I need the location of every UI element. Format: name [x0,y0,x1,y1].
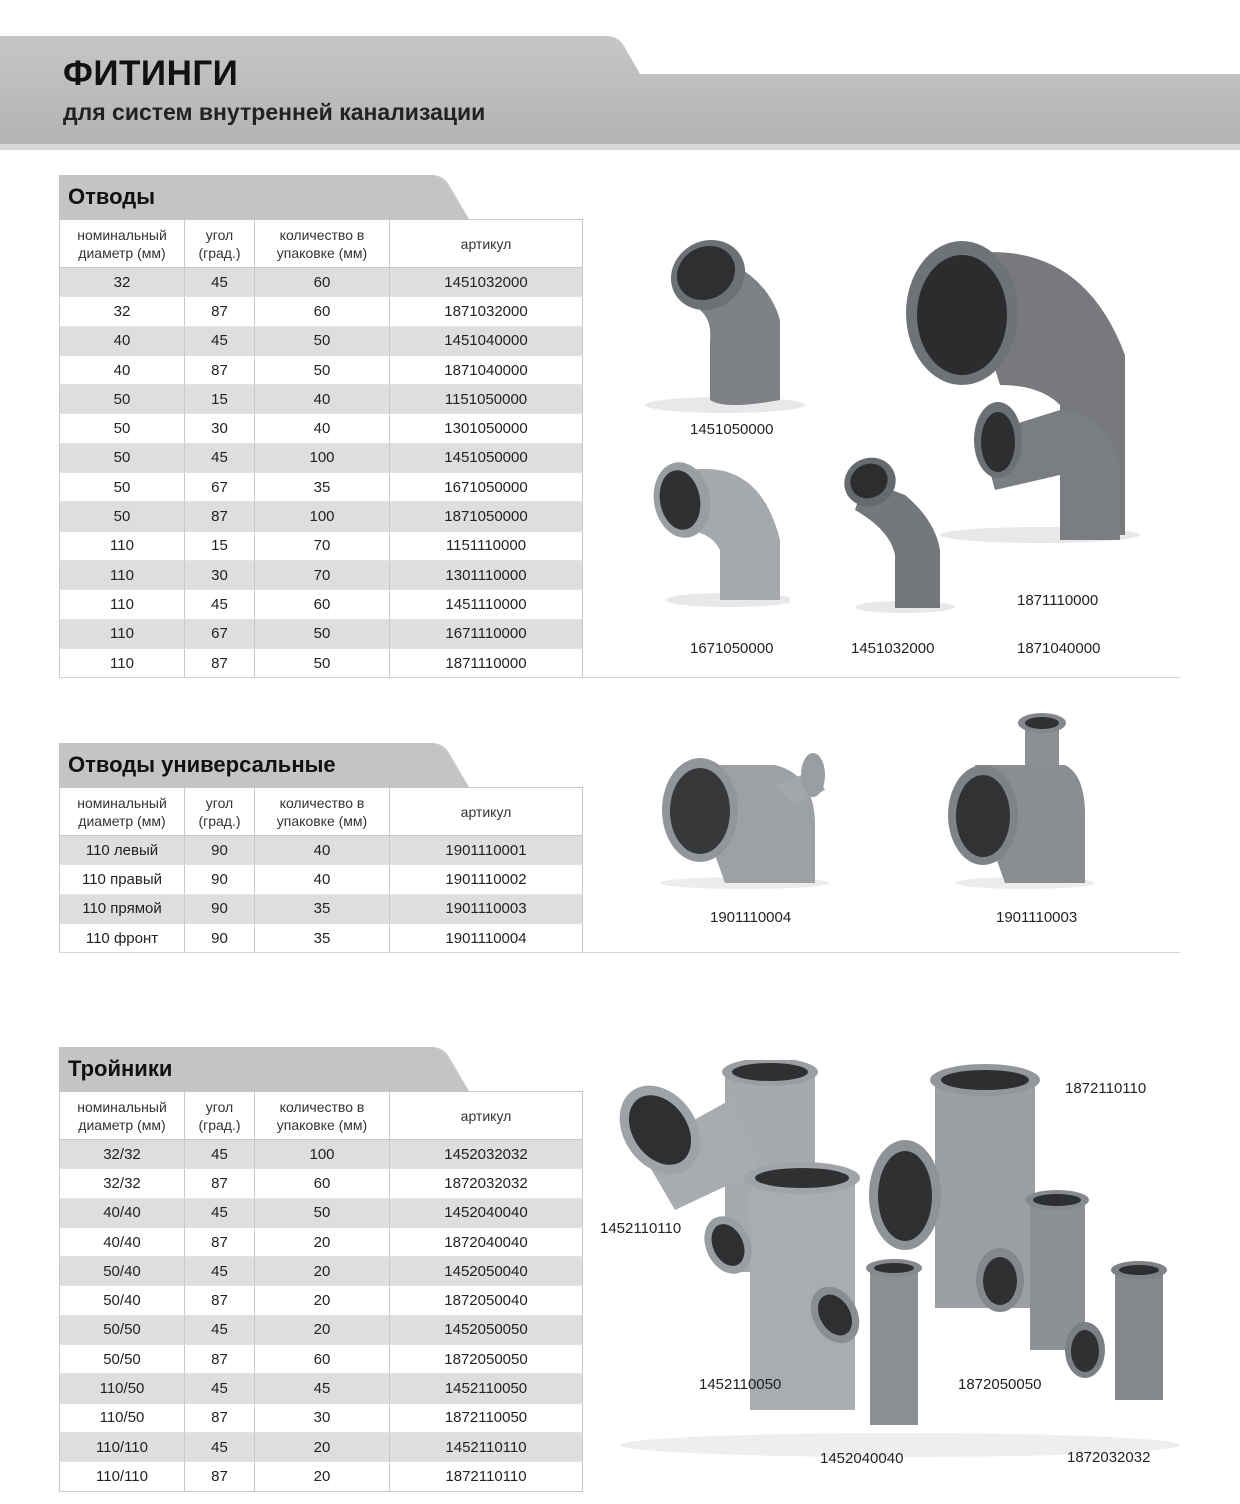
cell-qty: 35 [255,923,390,952]
cell-diameter: 110/110 [60,1432,185,1461]
cell-diameter: 110 [60,531,185,560]
cell-article: 1151050000 [390,385,583,414]
cell-angle: 45 [185,326,255,355]
cell-qty: 40 [255,414,390,443]
cell-angle: 90 [185,836,255,865]
cell-article: 1901110003 [390,894,583,923]
cell-diameter: 50/40 [60,1286,185,1315]
cell-qty: 70 [255,560,390,589]
cell-qty: 20 [255,1286,390,1315]
section-tab [59,743,581,787]
otvody-universal-table-body [60,836,583,953]
cell-angle: 87 [185,355,255,384]
cell-qty: 20 [255,1227,390,1256]
table-row [60,619,583,648]
elbow-32-image [835,450,955,615]
cell-article: 1301110000 [390,560,583,589]
image-label: 1452110110 [600,1220,682,1237]
table-row [60,1286,583,1315]
section-troyniki [59,1047,581,1492]
cell-qty: 50 [255,619,390,648]
table-row [60,268,583,297]
cell-diameter: 50 [60,443,185,472]
cell-article: 1871050000 [390,502,583,531]
cell-article: 1452032032 [390,1140,583,1169]
table-row [60,1169,583,1198]
col-diameter: номинальный диаметр (мм) [60,1092,185,1140]
image-label: 1901110003 [996,909,1078,926]
cell-qty: 50 [255,355,390,384]
cell-article: 1452040040 [390,1198,583,1227]
table-row [60,894,583,923]
cell-article: 1671110000 [390,619,583,648]
cell-angle: 45 [185,443,255,472]
cell-diameter: 40 [60,326,185,355]
universal-elbow-front-image [655,745,835,890]
table-row [60,1345,583,1374]
image-label: 1872050050 [958,1376,1042,1393]
cell-article: 1451050000 [390,443,583,472]
table-row [60,531,583,560]
image-label: 1901110004 [710,909,792,926]
cell-article: 1901110004 [390,923,583,952]
page-subtitle: для систем внутренней канализации [63,99,486,125]
cell-diameter: 110 [60,560,185,589]
table-row [60,560,583,589]
image-label: 1872110110 [1065,1080,1147,1097]
cell-angle: 45 [185,1432,255,1461]
cell-article: 1901110001 [390,836,583,865]
otvody-table [59,219,583,678]
troyniki-table-body [60,1140,583,1492]
table-row [60,355,583,384]
cell-qty: 50 [255,648,390,677]
cell-angle: 87 [185,648,255,677]
section-otvody-universal [59,743,581,953]
cell-diameter: 40/40 [60,1227,185,1256]
table-row [60,414,583,443]
section-tab [59,175,581,219]
cell-diameter: 50 [60,385,185,414]
cell-article: 1451110000 [390,590,583,619]
cell-diameter: 40/40 [60,1198,185,1227]
cell-angle: 45 [185,590,255,619]
section-title: Отводы универсальные [68,752,336,777]
cell-diameter: 110 [60,619,185,648]
cell-diameter: 32 [60,268,185,297]
cell-qty: 40 [255,836,390,865]
cell-article: 1872050050 [390,1345,583,1374]
table-row [60,473,583,502]
cell-qty: 45 [255,1374,390,1403]
image-label: 1871040000 [1017,640,1101,657]
cell-angle: 90 [185,923,255,952]
cell-qty: 100 [255,443,390,472]
divider [59,952,1180,953]
table-row [60,1432,583,1461]
cell-angle: 67 [185,473,255,502]
cell-angle: 87 [185,1462,255,1491]
table-row [60,923,583,952]
cell-diameter: 110 фронт [60,923,185,952]
cell-article: 1872050040 [390,1286,583,1315]
cell-article: 1451040000 [390,326,583,355]
cell-angle: 45 [185,1374,255,1403]
table-row [60,836,583,865]
cell-diameter: 110 левый [60,836,185,865]
cell-angle: 87 [185,1345,255,1374]
cell-angle: 45 [185,1315,255,1344]
tees-group-image [600,1060,1200,1460]
cell-article: 1151110000 [390,531,583,560]
cell-qty: 20 [255,1432,390,1461]
col-qty: количество в упаковке (мм) [255,220,390,268]
cell-article: 1901110002 [390,865,583,894]
col-angle: угол (град.) [185,220,255,268]
cell-qty: 40 [255,385,390,414]
cell-diameter: 50/40 [60,1257,185,1286]
cell-article: 1871040000 [390,355,583,384]
col-angle: угол (град.) [185,788,255,836]
cell-diameter: 110/50 [60,1403,185,1432]
table-row [60,326,583,355]
image-label: 1452040040 [820,1450,904,1467]
cell-angle: 15 [185,531,255,560]
cell-angle: 45 [185,1257,255,1286]
cell-qty: 100 [255,1140,390,1169]
cell-qty: 60 [255,1345,390,1374]
cell-diameter: 32/32 [60,1140,185,1169]
cell-angle: 87 [185,297,255,326]
table-row [60,1257,583,1286]
cell-article: 1872032032 [390,1169,583,1198]
cell-angle: 45 [185,1198,255,1227]
cell-angle: 30 [185,560,255,589]
table-row [60,297,583,326]
cell-qty: 20 [255,1462,390,1491]
col-article: артикул [390,1092,583,1140]
cell-article: 1871110000 [390,648,583,677]
cell-qty: 20 [255,1315,390,1344]
col-article: артикул [390,788,583,836]
cell-qty: 50 [255,326,390,355]
table-row [60,865,583,894]
cell-angle: 87 [185,502,255,531]
cell-diameter: 50 [60,502,185,531]
image-label: 1451032000 [851,640,935,657]
col-qty: количество в упаковке (мм) [255,788,390,836]
cell-qty: 35 [255,894,390,923]
cell-article: 1451032000 [390,268,583,297]
image-label: 1872032032 [1067,1449,1151,1466]
otvody-universal-table [59,787,583,953]
cell-angle: 87 [185,1403,255,1432]
cell-diameter: 110 [60,648,185,677]
cell-qty: 100 [255,502,390,531]
section-otvody [59,175,581,678]
section-title: Тройники [68,1056,173,1081]
cell-article: 1301050000 [390,414,583,443]
otvody-table-body [60,268,583,678]
cell-angle: 87 [185,1169,255,1198]
cell-article: 1671050000 [390,473,583,502]
cell-angle: 67 [185,619,255,648]
table-row [60,443,583,472]
cell-angle: 87 [185,1227,255,1256]
cell-diameter: 50/50 [60,1345,185,1374]
cell-article: 1872110050 [390,1403,583,1432]
cell-article: 1452050050 [390,1315,583,1344]
cell-diameter: 32 [60,297,185,326]
divider [59,677,1180,678]
cell-qty: 70 [255,531,390,560]
cell-qty: 60 [255,590,390,619]
table-row [60,502,583,531]
cell-qty: 60 [255,297,390,326]
table-row [60,1374,583,1403]
image-label: 1452110050 [699,1376,782,1393]
table-row [60,648,583,677]
cell-angle: 30 [185,414,255,443]
col-qty: количество в упаковке (мм) [255,1092,390,1140]
cell-diameter: 50 [60,473,185,502]
cell-qty: 40 [255,865,390,894]
cell-qty: 35 [255,473,390,502]
cell-diameter: 50 [60,414,185,443]
table-row [60,1140,583,1169]
cell-article: 1452110050 [390,1374,583,1403]
cell-article: 1871032000 [390,297,583,326]
cell-article: 1452050040 [390,1257,583,1286]
cell-diameter: 110 правый [60,865,185,894]
cell-angle: 87 [185,1286,255,1315]
table-row [60,1462,583,1491]
image-label: 1451050000 [690,421,774,438]
cell-article: 1452110110 [390,1432,583,1461]
table-row [60,1315,583,1344]
cell-diameter: 110 [60,590,185,619]
cell-diameter: 110 прямой [60,894,185,923]
header-banner [0,36,1240,154]
cell-diameter: 32/32 [60,1169,185,1198]
page-title: ФИТИНГИ [63,54,239,93]
col-article: артикул [390,220,583,268]
cell-diameter: 110/110 [60,1462,185,1491]
table-row [60,590,583,619]
cell-angle: 90 [185,894,255,923]
cell-qty: 50 [255,1198,390,1227]
cell-diameter: 110/50 [60,1374,185,1403]
table-row [60,1198,583,1227]
cell-qty: 30 [255,1403,390,1432]
table-row [60,385,583,414]
elbow-45-image [640,225,810,425]
cell-angle: 45 [185,1140,255,1169]
cell-article: 1872110110 [390,1462,583,1491]
cell-qty: 60 [255,268,390,297]
elbow-67-image [640,440,790,610]
cell-diameter: 50/50 [60,1315,185,1344]
cell-qty: 20 [255,1257,390,1286]
col-diameter: номинальный диаметр (мм) [60,220,185,268]
cell-article: 1872040040 [390,1227,583,1256]
col-diameter: номинальный диаметр (мм) [60,788,185,836]
col-angle: угол (град.) [185,1092,255,1140]
cell-angle: 15 [185,385,255,414]
image-label: 1871110000 [1017,592,1099,609]
troyniki-table [59,1091,583,1492]
table-row [60,1403,583,1432]
cell-angle: 45 [185,268,255,297]
cell-angle: 90 [185,865,255,894]
universal-elbow-straight-image [945,705,1095,890]
image-label: 1671050000 [690,640,774,657]
section-title: Отводы [68,184,156,209]
cell-qty: 60 [255,1169,390,1198]
table-row [60,1227,583,1256]
cell-diameter: 40 [60,355,185,384]
section-tab [59,1047,581,1091]
